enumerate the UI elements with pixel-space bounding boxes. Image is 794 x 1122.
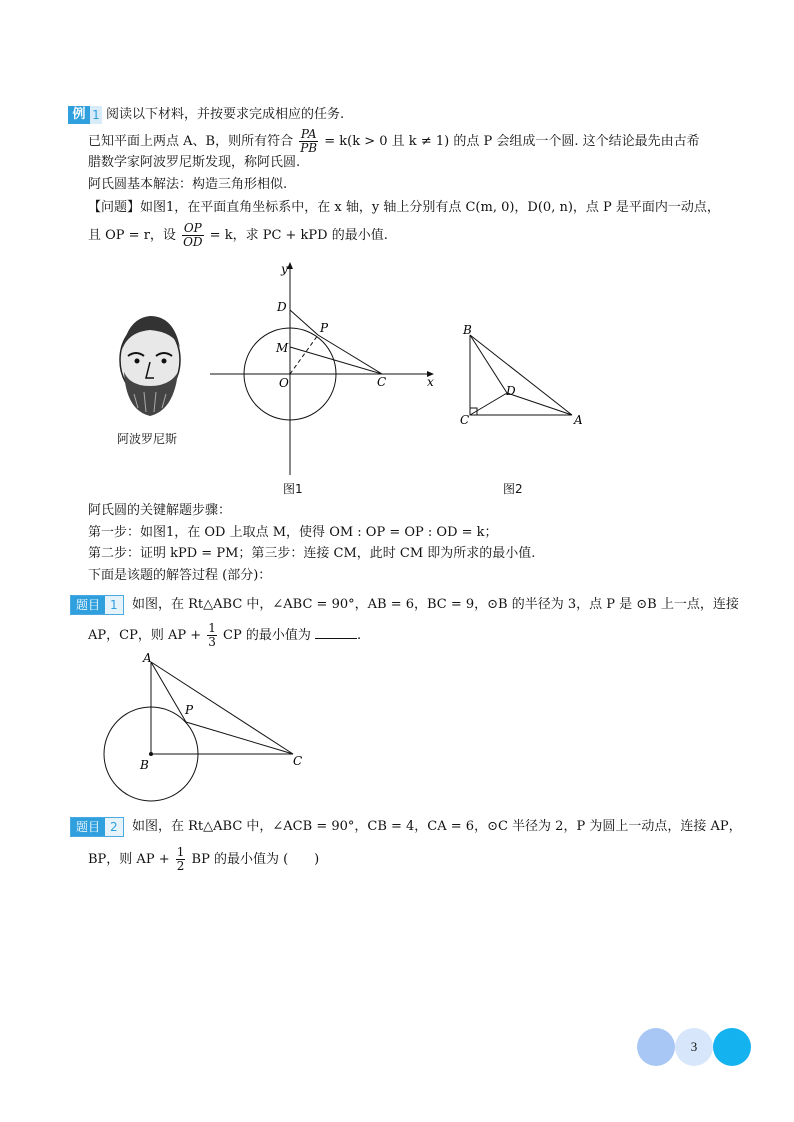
fig1-caption: 图1 xyxy=(283,482,303,496)
q1-label-p: P xyxy=(185,703,194,717)
q1-label-b: B xyxy=(140,758,149,772)
page-deco-right xyxy=(713,1028,751,1066)
page-number: 3 xyxy=(690,1039,698,1054)
q1-label-c: C xyxy=(293,754,303,768)
problem-line2: 且 OP = r，设 $\frac{OP}{OD}$ = k，求 PC + kPD 的最小值. xyxy=(88,221,388,249)
fig1-label-x: x xyxy=(427,375,434,389)
fig2-label-b: B xyxy=(463,323,472,337)
question-1-badge: 题目 1 xyxy=(70,595,124,615)
step-2: 第二步：证明 kPD = PM；第三步：连接 CM，此时 CM 即为所求的最小值. xyxy=(88,546,536,561)
apollonius-portrait-image xyxy=(108,310,192,422)
fig2-caption: 图2 xyxy=(503,482,523,496)
fraction-one-third: $\frac{1}{3}$ xyxy=(208,621,216,649)
fraction-pa-pb: $\frac{PA}{PB}$ xyxy=(300,127,318,155)
fig1-label-d: D xyxy=(277,300,287,314)
portrait-caption: 阿波罗尼斯 xyxy=(117,432,178,446)
answer-blank[interactable] xyxy=(315,626,357,639)
example-line1: 已知平面上两点 A、B，则所有符合 $\frac{PA}{PB}$ = k(k > 0 且 k ≠ 1) 的点 P 会组成一个圆. 这个结论最先由古希 xyxy=(88,127,700,155)
fig2-label-c: C xyxy=(460,413,470,427)
fig2-label-d: D xyxy=(506,384,516,398)
figure-2-diagram xyxy=(455,320,590,430)
example-number: 1 xyxy=(90,106,102,124)
fraction-op-od: $\frac{OP}{OD}$ xyxy=(183,221,203,249)
question-1-diagram xyxy=(100,650,315,822)
fig1-label-m: M xyxy=(276,341,289,355)
fig1-label-o: O xyxy=(279,376,289,390)
step-1: 第一步：如图1，在 OD 上取点 M，使得 OM : OP = OP : OD = k； xyxy=(88,525,498,540)
q1-label-a: A xyxy=(143,651,152,665)
problem-line1: 【问题】如图1，在平面直角坐标系中，在 x 轴，y 轴上分别有点 C(m, 0)，D(0, n)，点 P 是平面内一动点， xyxy=(88,200,720,215)
example-badge: 例 xyxy=(68,106,90,124)
example-line2: 腊数学家阿波罗尼斯发现，称阿氏圆. xyxy=(88,155,301,170)
question-1-line1: 如图，在 Rt△ABC 中，∠ABC = 90°，AB = 6，BC = 9，⊙B 的半径为 3，点 P 是 ⊙B 上一点，连接 xyxy=(132,597,739,612)
fig1-label-c: C xyxy=(377,375,387,389)
fig1-label-y: y xyxy=(281,262,288,276)
question-2-badge: 题目 2 xyxy=(70,817,124,837)
fraction-one-half: $\frac{1}{2}$ xyxy=(176,845,185,873)
steps-title: 阿氏圆的关键解题步骤： xyxy=(88,503,232,518)
example-intro: 阅读以下材料，并按要求完成相应的任务. xyxy=(106,107,345,122)
question-2-line2: BP，则 AP + $\frac{1}{2}$ BP 的最小值为 ( ) xyxy=(88,845,320,873)
question-2-line1: 如图，在 Rt△ABC 中，∠ACB = 90°，CB = 4，CA = 6，⊙C 半径为 2，P 为圆上一动点，连接 AP， xyxy=(132,819,742,834)
fig1-label-p: P xyxy=(320,321,329,335)
solution-intro: 下面是该题的解答过程 (部分)： xyxy=(88,568,272,583)
fig2-label-a: A xyxy=(574,413,583,427)
page-deco-left xyxy=(637,1028,675,1066)
figure-1-diagram xyxy=(205,255,445,480)
example-line3: 阿氏圆基本解法：构造三角形相似. xyxy=(88,177,288,192)
question-1-line2: AP，CP，则 AP + $\frac{1}{3}$ CP 的最小值为 . xyxy=(88,621,362,649)
